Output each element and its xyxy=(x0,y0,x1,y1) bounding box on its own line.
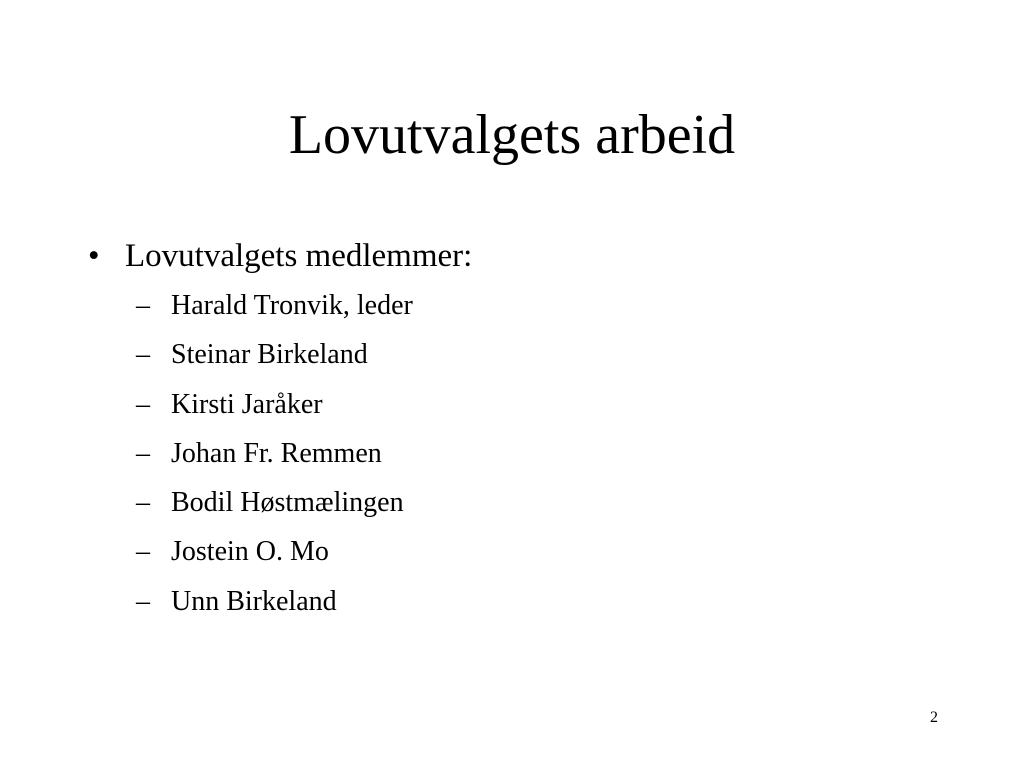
list-item xyxy=(136,387,413,436)
dash-marker: – xyxy=(136,585,150,617)
bullet-text: Lovutvalgets medlemmer: xyxy=(125,238,473,274)
list-item xyxy=(136,436,413,485)
member-name: Harald Tronvik, leder xyxy=(171,290,413,321)
bullet-item xyxy=(88,236,472,276)
list-item xyxy=(136,534,413,583)
member-name: Bodil Høstmælingen xyxy=(171,487,404,519)
member-name: Kirsti Jaråker xyxy=(171,388,323,420)
member-name: Jostein O. Mo xyxy=(171,536,329,568)
member-name: Unn Birkeland xyxy=(171,585,337,617)
list-item xyxy=(136,485,413,534)
list-item xyxy=(136,288,413,337)
page-number: 2 xyxy=(930,709,938,726)
slide-title: Lovutvalgets arbeid xyxy=(288,104,736,166)
dash-marker: – xyxy=(136,536,150,568)
dash-marker: – xyxy=(136,388,150,420)
list-item xyxy=(136,584,413,633)
dash-marker: – xyxy=(136,290,150,321)
member-name: Johan Fr. Remmen xyxy=(171,437,382,469)
dash-marker: – xyxy=(136,339,150,371)
list-item xyxy=(136,337,413,386)
bullet-marker: • xyxy=(88,238,100,274)
dash-marker: – xyxy=(136,437,150,469)
dash-marker: – xyxy=(136,487,150,519)
member-name: Steinar Birkeland xyxy=(171,339,368,371)
member-list xyxy=(136,288,413,633)
